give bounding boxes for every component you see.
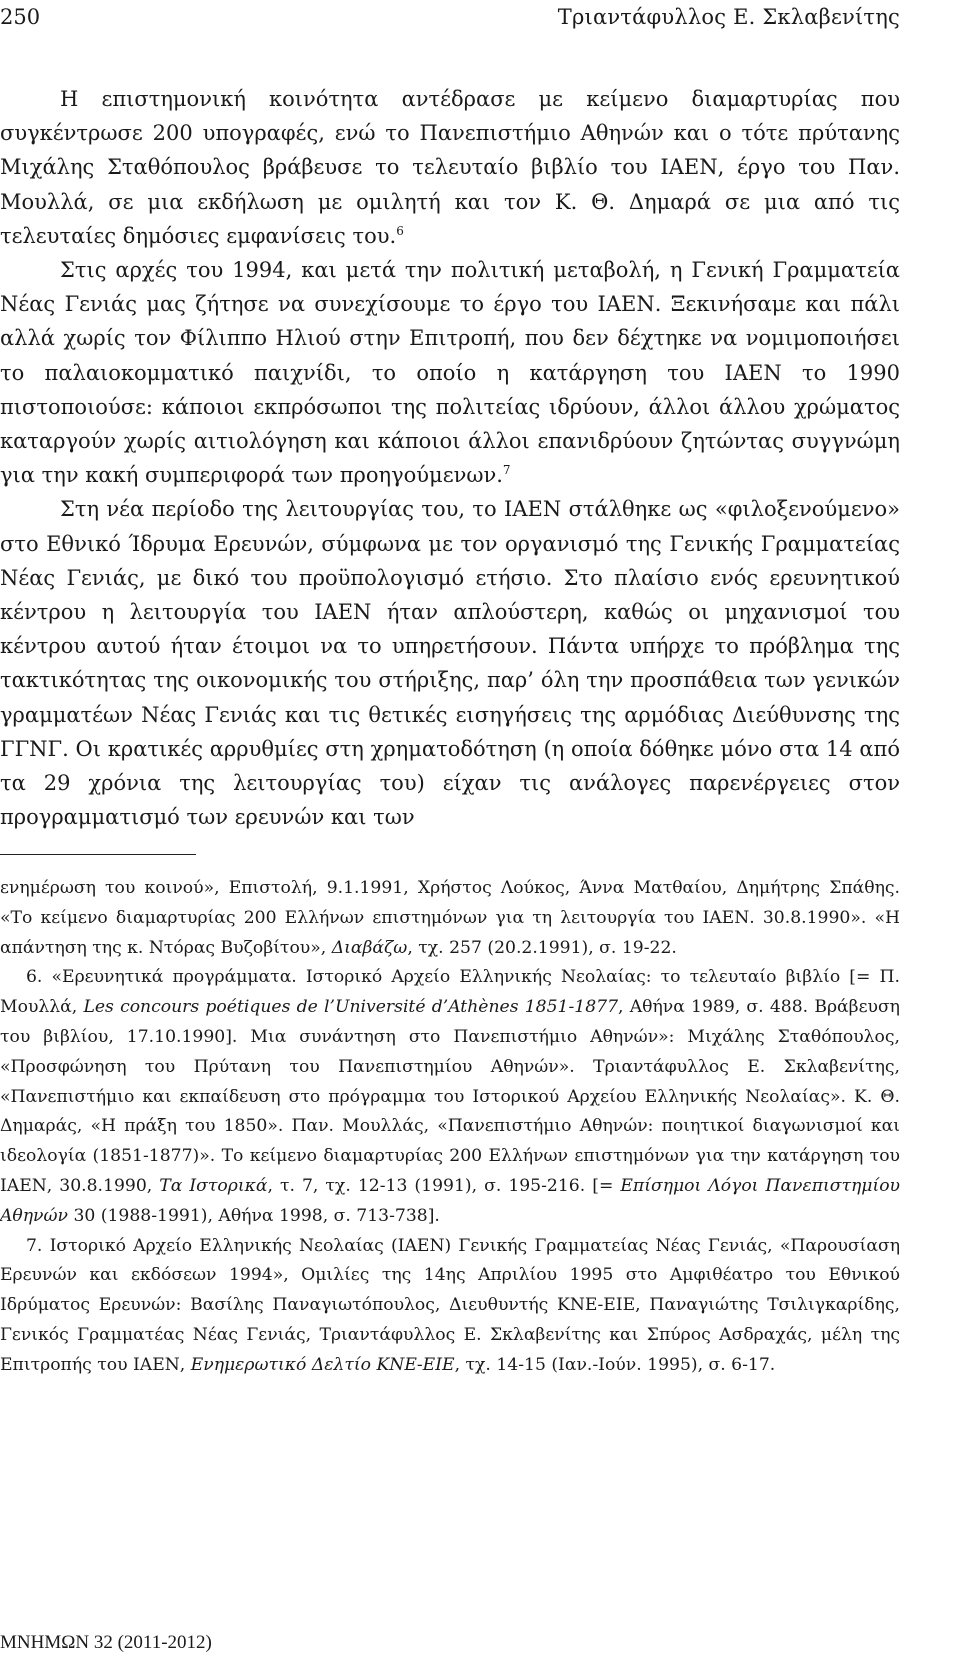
footnote-6	[0, 963, 900, 1231]
footnote-ref-6: 6	[396, 223, 404, 238]
footnote-7	[0, 1232, 900, 1381]
footnote-6-italic-3: Επίσημοι Λόγοι Πανεπιστημίου Αθηνών	[0, 1175, 900, 1226]
paragraph-2-text: Στις αρχές του 1994, και μετά την πολιτική μεταβολή, η Γενική Γραμματεία Νέας Γενιάς μας ζήτησε να συνεχίσουμε το έργο του ΙΑΕΝ. Ξεκινήσαμε και πάλι αλλά χωρίς τον Φίλιππο Ηλιού στην Επιτροπή, που δεν δέχτηκε να νομιμοποιήσει το παλαιοκομματικό παιχνίδι, το οποίο η κατάργηση του ΙΑΕΝ το 1990 πιστοποιούσε: κάποιοι εκπρόσωποι της πολιτείας ιδρύουν, άλλοι άλλου χρώματος καταργούν χωρίς αιτιολόγηση και κάποιοι άλλοι επανιδρύουν ζητώντας συγγνώμη για την κακή συμπεριφορά των προηγούμενων.	[0, 258, 900, 488]
footnote-ref-7: 7	[502, 463, 511, 478]
footnote-continuation	[0, 874, 900, 963]
footnote-6-part-a: 6. «Ερευνητικά προγράμματα. Ιστορικό Αρχείο Ελληνικής Νεολαίας: το τελευταίο βιβλίο [= Π. Μουλλά,	[0, 967, 900, 1018]
footnote-separator	[0, 854, 196, 855]
footnote-6-italic-1: Les concours poétiques de l’Université d’Athènes 1851-1877	[83, 997, 619, 1018]
footnote-6-part-c: , τ. 7, τχ. 12-13 (1991), σ. 195-216. [=	[267, 1175, 621, 1196]
paragraph-2	[0, 253, 900, 492]
footnote-6-part-d: 30 (1988-1991), Αθήνα 1998, σ. 713-738].	[67, 1205, 440, 1226]
footnote-6-italic-2: Τα Ιστορικά	[159, 1175, 268, 1196]
paragraph-3	[0, 492, 900, 834]
footnote-cont-italic: Διαβάζω	[331, 937, 408, 958]
running-author: Τριαντάφυλλος Ε. Σκλαβενίτης	[557, 5, 900, 29]
footnote-7-part-a: 7. Ιστορικό Αρχείο Ελληνικής Νεολαίας (ΙΑΕΝ) Γενικής Γραμματείας Νέας Γενιάς, «Παρουσίαση Ερευνών και εκδόσεων 1994», Ομιλίες της 14ης Απριλίου 1995 στο Αμφιθέατρο του Εθνικού Ιδρύματος Ερευνών: Βασίλης Παναγιωτόπουλος, Διευθυντής ΚΝΕ-ΕΙΕ, Παναγιώτης Τσιλιγκαρίδης, Γενικός Γραμματέας Νέας Γενιάς, Τριαντάφυλλος Ε. Σκλαβενίτης και Σπύρος Ασδραχάς, μέλη της Επιτροπής του ΙΑΕΝ,	[0, 1235, 900, 1375]
paragraph-1-text: Η επιστημονική κοινότητα αντέδρασε με κείμενο διαμαρτυρίας που συγκέντρωσε 200 υπογραφές, ενώ το Πανεπιστήμιο Αθηνών και ο τότε πρύτανης Μιχάλης Σταθόπουλος βράβευσε το τελευταίο βιβλίο του ΙΑΕΝ, έργο του Παν. Μουλλά, σε μια εκδήλωση με ομιλητή και τον Κ. Θ. Δημαρά σε μια από τις τελευταίες δημόσιες εμφανίσεις του.	[0, 87, 900, 248]
footnote-6-part-b: , Αθήνα 1989, σ. 488. Βράβευση του βιβλίου, 17.10.1990]. Μια συνάντηση στο Πανεπιστήμιο Αθηνών»: Μιχάλης Σταθόπουλος, «Προσφώνηση του Πρύτανη του Πανεπιστημίου Αθηνών». Τριαντάφυλλος Ε. Σκλαβενίτης, «Πανεπιστήμιο και εκπαίδευση στο πρόγραμμα του Ιστορικού Αρχείου Ελληνικής Νεολαίας». Κ. Θ. Δημαράς, «Η πράξη του 1850». Παν. Μουλλάς, «Πανεπιστήμιο Αθηνών: ποιητικοί διαγωνισμοί και ιδεολογία (1851-1877)». Το κείμενο διαμαρτυρίας 200 Ελλήνων επιστημόνων για την κατάργηση του ΙΑΕΝ, 30.8.1990,	[0, 997, 900, 1196]
page-number: 250	[0, 5, 41, 29]
footnote-cont-text: ενημέρωση του κοινού», Επιστολή, 9.1.1991, Χρήστος Λούκος, Άννα Ματθαίου, Δημήτρης Σπάθης. «Το κείμενο διαμαρτυρίας 200 Ελλήνων επιστημόνων για τη λειτουργία του ΙΑΕΝ. 30.8.1990». «Η απάντηση της κ. Ντόρας Βυζοβίτου»,	[0, 878, 900, 958]
footnote-cont-end: , τχ. 257 (20.2.1991), σ. 19-22.	[407, 937, 677, 958]
footnote-7-part-b: , τχ. 14-15 (Ιαν.-Ιούν. 1995), σ. 6-17.	[454, 1354, 776, 1375]
paragraph-1	[0, 82, 900, 253]
footnote-7-italic: Ενημερωτικό Δελτίο ΚΝΕ-ΕΙΕ	[190, 1354, 455, 1375]
main-text	[0, 82, 900, 834]
footnotes	[0, 874, 900, 1381]
paragraph-3-text: Στη νέα περίοδο της λειτουργίας του, το ΙΑΕΝ στάλθηκε ως «φιλοξενούμενο» στο Εθνικό Ίδρυμα Ερευνών, σύμφωνα με τον οργανισμό της Γενικής Γραμματείας Νέας Γενιάς, με δικό του προϋπολογισμό ετήσιο. Στο πλαίσιο ενός ερευνητικού κέντρου η λειτουργία του ΙΑΕΝ ήταν απλούστερη, καθώς οι μηχανισμοί του κέντρου αυτού ήταν έτοιμοι να το υπηρετήσουν. Πάντα υπήρχε το πρόβλημα της τακτικότητας της οικονομικής του στήριξης, παρ’ όλη την προσπάθεια των γενικών γραμματέων Νέας Γενιάς και τις θετικές εισηγήσεις της αρμόδιας Διεύθυνσης της ΓΓΝΓ. Οι κρατικές αρρυθμίες στη χρηματοδότηση (η οποία δόθηκε μόνο στα 14 από τα 29 χρόνια της λειτουργίας του) είχαν τις ανάλογες παρενέργειες στον προγραμματισμό των ερευνών και των	[0, 497, 900, 830]
journal-footer: ΜΝΗΜΩΝ 32 (2011-2012)	[0, 1632, 212, 1653]
